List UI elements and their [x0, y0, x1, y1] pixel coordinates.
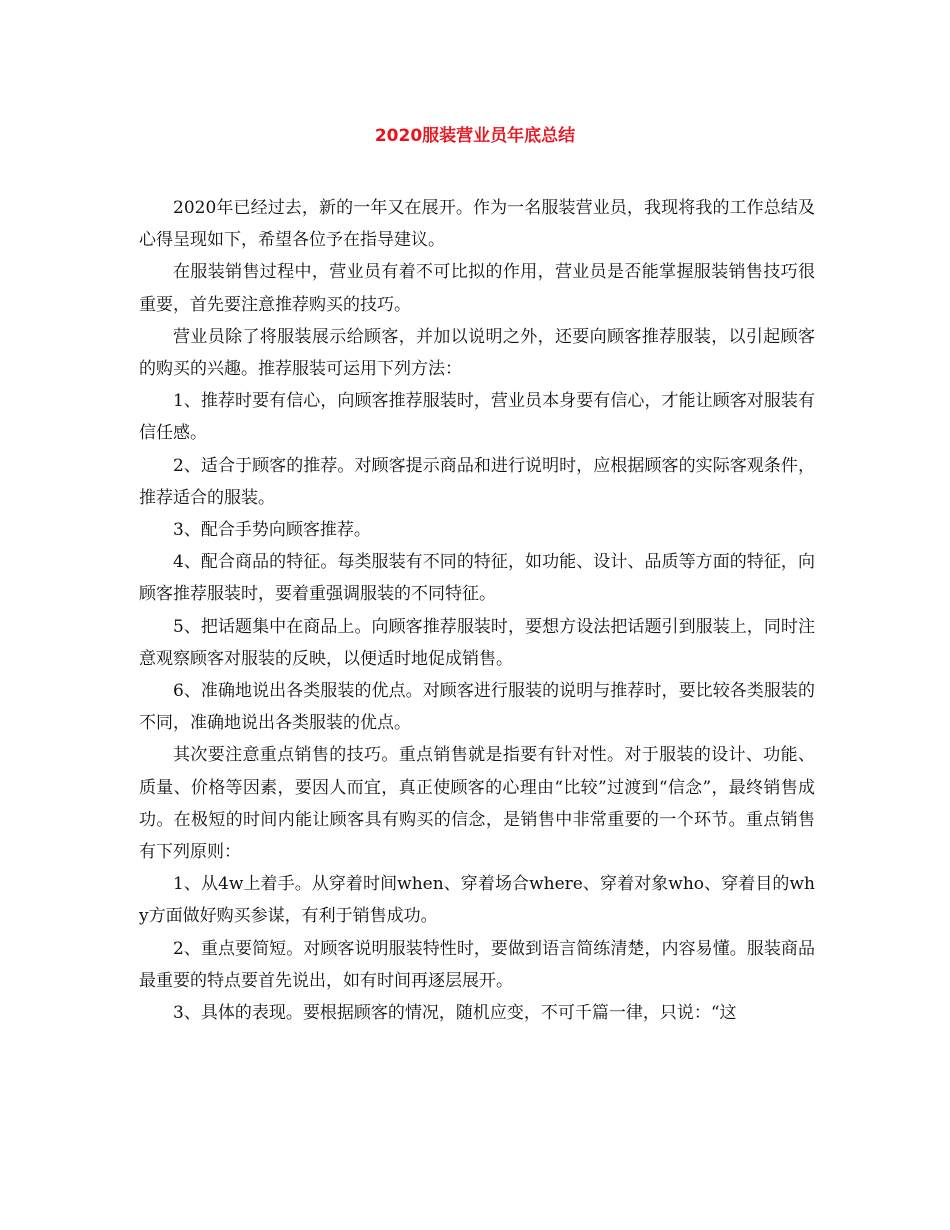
- list-item-recommend-5: 5、把话题集中在商品上。向顾客推荐服装时，要想方设法把话题引到服装上，同时注意观察顾客对服装的反映，以便适时地促成销售。: [139, 616, 815, 669]
- list-item-recommend-3: 3、配合手势向顾客推荐。: [173, 520, 371, 541]
- paragraph-key-selling: 其次要注意重点销售的技巧。重点销售就是指要有针对性。对于服装的设计、功能、质量、价格等因素，要因人而宜，真正使顾客的心理由“比较”过渡到“信念”，最终销售成功。在极短的时间内能让顾客具有购买的信念，是销售中非常重要的一个环节。重点销售有下列原则：: [139, 745, 815, 863]
- list-item-recommend-4: 4、配合商品的特征。每类服装有不同的特征，如功能、设计、品质等方面的特征，向顾客推荐服装时，要着重强调服装的不同特征。: [139, 552, 815, 605]
- paragraph-intro: 2020年已经过去，新的一年又在展开。作为一名服装营业员，我现将我的工作总结及心得呈现如下，希望各位予在指导建议。: [139, 198, 815, 251]
- document-title: 2020服装营业员年底总结: [374, 126, 576, 146]
- paragraph-recommend-methods: 营业员除了将服装展示给顾客，并加以说明之外，还要向顾客推荐服装，以引起顾客的购买的兴趣。推荐服装可运用下列方法：: [139, 326, 815, 380]
- list-item-recommend-2: 2、适合于顾客的推荐。对顾客提示商品和进行说明时，应根据顾客的实际客观条件，推荐适合的服装。: [139, 455, 815, 508]
- list-item-principle-2: 2、重点要简短。对顾客说明服装特性时，要做到语言简练清楚，内容易懂。服装商品最重要的特点要首先说出，如有时间再逐层展开。: [139, 938, 815, 991]
- list-item-principle-1: 1、从4w上着手。从穿着时间when、穿着场合where、穿着对象who、穿着目的why方面做好购买参谋，有利于销售成功。: [139, 874, 815, 927]
- paragraph-role: 在服装销售过程中，营业员有着不可比拟的作用，营业员是否能掌握服装销售技巧很重要，首先要注意推荐购买的技巧。: [139, 262, 815, 315]
- list-item-principle-3: 3、具体的表现。要根据顾客的情况，随机应变，不可千篇一律，只说：“这: [173, 1003, 737, 1024]
- list-item-recommend-6: 6、准确地说出各类服装的优点。对顾客进行服装的说明与推荐时，要比较各类服装的不同，准确地说出各类服装的优点。: [139, 681, 815, 734]
- document-body: [139, 192, 815, 1029]
- list-item-recommend-1: 1、推荐时要有信心，向顾客推荐服装时，营业员本身要有信心，才能让顾客对服装有信任感。: [139, 391, 815, 444]
